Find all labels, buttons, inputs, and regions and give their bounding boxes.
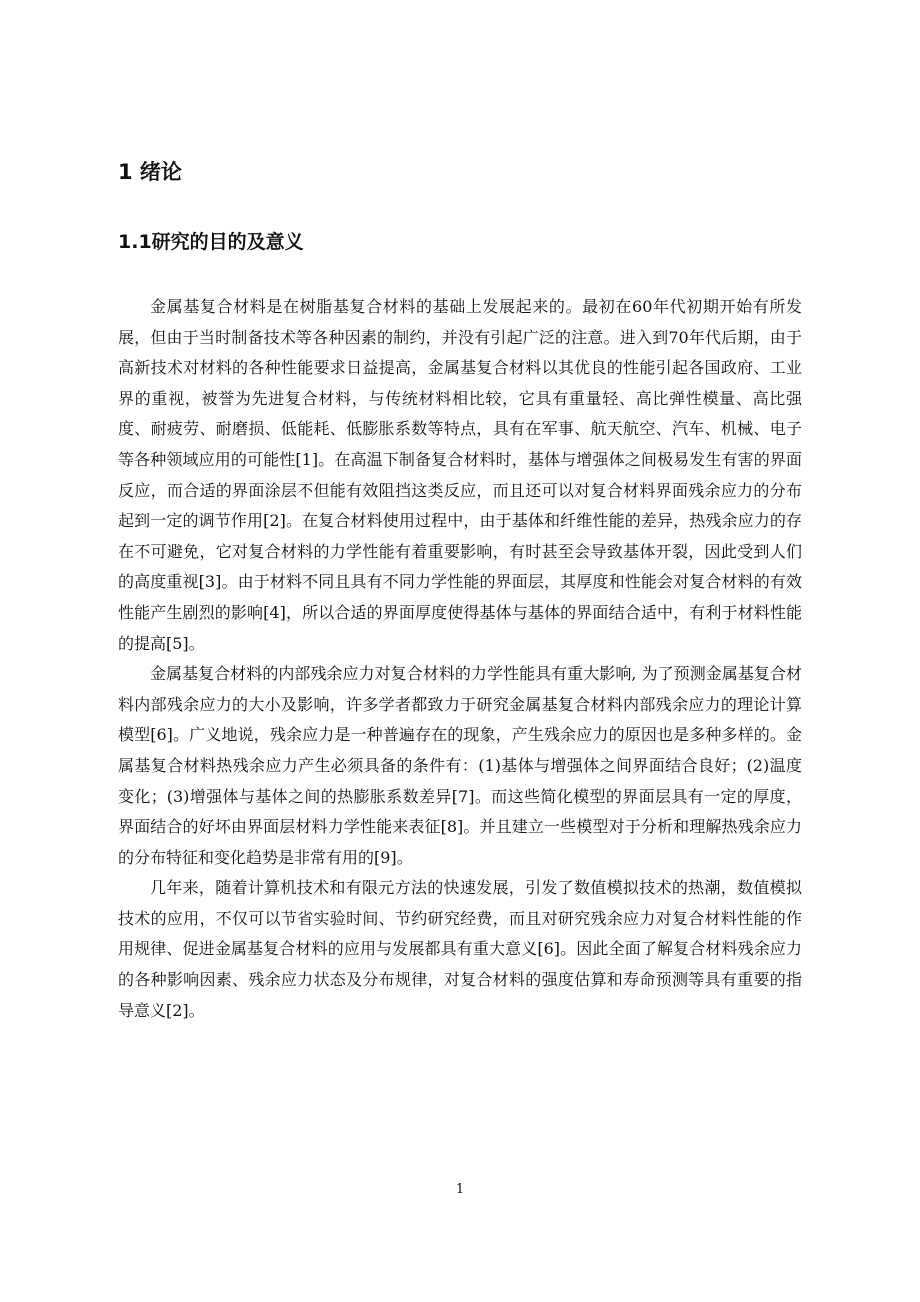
paragraph-2: 金属基复合材料的内部残余应力对复合材料的力学性能具有重大影响, 为了预测金属基复合材料内部残余应力的大小及影响，许多学者都致力于研究金属基复合材料内部残余应力的理论计算模型[6]。广义地说，残余应力是一种普遍存在的现象，产生残余应力的原因也是多种多样的。金属基复合材料热残余应力产生必须具备的条件有：(1)基体与增强体之间界面结合良好；(2)温度变化；(3)增强体与基体之间的热膨胀系数差异[7]。而这些简化模型的界面层具有一定的厚度，界面结合的好坏由界面层材料力学性能来表征[8]。并且建立一些模型对于分析和理解热残余应力的分布特征和变化趋势是非常有用的[9]。 [118,664,802,867]
paragraph-1: 金属基复合材料是在树脂基复合材料的基础上发展起来的。最初在60年代初期开始有所发展，但由于当时制备技术等各种因素的制约，并没有引起广泛的注意。进入到70年代后期，由于高新技术对材料的各种性能要求日益提高，金属基复合材料以其优良的性能引起各国政府、工业界的重视，被誉为先进复合材料，与传统材料相比较，它具有重量轻、高比弹性模量、高比强度、耐疲劳、耐磨损、低能耗、低膨胀系数等特点，具有在军事、航天航空、汽车、机械、电子等各种领域应用的可能性[1]。在高温下制备复合材料时，基体与增强体之间极易发生有害的界面反应，而合适的界面涂层不但能有效阻挡这类反应，而且还可以对复合材料界面残余应力的分布起到一定的调节作用[2]。在复合材料使用过程中，由于基体和纤维性能的差异，热残余应力的存在不可避免，它对复合材料的力学性能有着重要影响，有时甚至会导致基体开裂，因此受到人们的高度重视[3]。由于材料不同且具有不同力学性能的界面层，其厚度和性能会对复合材料的有效性能产生剧烈的影响[4]，所以合适的界面厚度使得基体与基体的界面结合适中，有利于材料性能的提高[5]。 [118,297,802,653]
chapter-title: 1 绪论 [118,160,182,184]
paragraph-3: 几年来，随着计算机技术和有限元方法的快速发展，引发了数值模拟技术的热潮，数值模拟技术的应用，不仅可以节省实验时间、节约研究经费，而且对研究残余应力对复合材料性能的作用规律、促进金属基复合材料的应用与发展都具有重大意义[6]。因此全面了解复合材料残余应力的各种影响因素、残余应力状态及分布规律，对复合材料的强度估算和寿命预测等具有重要的指导意义[2]。 [118,878,802,1020]
section-title: 1.1研究的目的及意义 [118,231,304,253]
page-number: 1 [455,1182,465,1197]
body-text [118,292,802,1026]
